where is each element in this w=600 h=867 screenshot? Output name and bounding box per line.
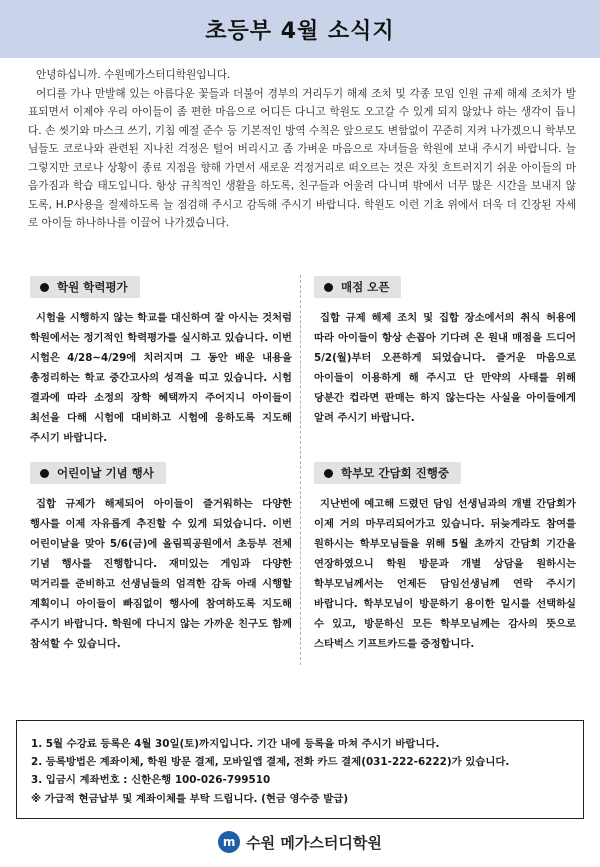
bullet-icon: [324, 469, 333, 478]
footer-logo: [0, 826, 600, 858]
info-line-1: 1. 5월 수강료 등록은 4월 30일(토)까지입니다. 기간 내에 등록을 마쳐 주시기 바랍니다.: [31, 738, 440, 750]
section-store-open: [314, 276, 576, 428]
section-heading: [314, 276, 401, 298]
section-heading: [30, 462, 166, 484]
section-heading-text: 학부모 간담회 진행중: [341, 466, 449, 480]
section-body-text: 집합 규제 해제 조치 및 집합 장소에서의 취식 허용에 따라 아이들이 항상 손꼽아 기다려 온 원내 매점을 드디어 5/2(월)부터 오픈하게 되었습니다. 즐거운 마음으로 아이들이 이용하게 해 주시고 단 만약의 사태를 위해 당분간 컵라면 판매는 하지 않는다는 사실을 아이들에게 알려 주시기 바랍니다.: [314, 312, 576, 424]
info-line-3: 3. 입금시 계좌번호 : 신한은행 100-026-799510: [31, 774, 271, 787]
section-body: [30, 308, 292, 448]
section-childrens-day: [30, 462, 292, 654]
bullet-icon: [40, 283, 49, 292]
logo-text: 수원 메가스터디학원: [246, 833, 382, 852]
page-title: 초등부 4월 소식지: [205, 18, 395, 44]
section-parent-meeting: [314, 462, 576, 654]
intro-body: 어디를 가나 만발해 있는 아름다운 꽃들과 더불어 경부의 거리두기 해제 조치 및 각종 모임 인원 규제 해제 조치가 발표되면서 이제야 우리 아이들이 좀 편한 마음으로 어디든 다니고 학원도 오고갈 수 있게 되지 않았나 하는 생각이 듭니다. 손 씻기와 마스크 쓰기, 기침 예절 준수 등 기본적인 방역 수칙은 앞으로도 변함없이 꾸준히 지켜 나가겠으니 학부모님들도 코로나와 관련된 지나친 걱정은 털어 버리시고 좀 가벼운 마음으로 자녀들을 학원에 보내 주시기 바랍니다. 늘 그렇지만 코로나 상황이 종료 지점을 향해 가면서 새로운 걱정거리로 떠오르는 것은 자칫 흐트러지기 쉬운 아이들의 마음가짐과 학습 태도입니다. 항상 규칙적인 생활을 하도록, 친구들과 어울려 다니며 밖에서 너무 많은 시간을 보내지 않도록, H.P사용을 절제하도록 늘 점검해 주시고 감독해 주시기 바랍니다. 학원도 이런 기초 위에서 더욱 더 긴장된 자세로 아이들 하나하나를 이끌어 나가겠습니다.: [28, 87, 576, 229]
section-body-text: 지난번에 예고해 드렸던 담임 선생님과의 개별 간담회가 이제 거의 마무리되어가고 있습니다. 뒤늦게라도 참여를 원하시는 학부모님들을 위해 5월 초까지 간담회 기간을 연장하였으니 학원 방문과 개별 상담을 원하시는 학부모님께서는 언제든 담임선생님께 연락 주시기 바랍니다. 학부모님이 방문하기 용이한 일시를 선택하실 수 있고, 방문하신 모든 학부모님께는 감사의 뜻으로 스타벅스 기프트카드를 증정합니다.: [314, 498, 576, 650]
section-heading: [314, 462, 461, 484]
section-academic-test: [30, 276, 292, 448]
bullet-icon: [324, 283, 333, 292]
m-circle-icon: m: [218, 831, 240, 853]
registration-info-box: [16, 720, 584, 819]
section-heading: [30, 276, 140, 298]
section-body: [30, 494, 292, 654]
section-heading-text: 어린이날 기념 행사: [57, 466, 154, 480]
section-heading-text: 매점 오픈: [341, 280, 390, 294]
intro-greeting: 안녕하십니까. 수원메가스터디학원입니다.: [36, 69, 231, 81]
section-body: [314, 308, 576, 428]
section-body: [314, 494, 576, 654]
info-line-note: ※ 가급적 현금납부 및 계좌이체를 부탁 드립니다. (현금 영수증 발급): [31, 792, 349, 805]
section-heading-text: 학원 학력평가: [57, 280, 128, 294]
title-bar: [0, 0, 600, 58]
column-divider: [300, 275, 301, 665]
intro-text: [28, 66, 576, 233]
section-body-text: 집합 규제가 해제되어 아이들이 즐거워하는 다양한 행사를 이제 자유롭게 추진할 수 있게 되었습니다. 이번 어린이날을 맞아 5/6(금)에 올림픽공원에서 초등부 전체 기념 행사를 진행합니다. 재미있는 게임과 다양한 먹거리를 준비하고 선생님들의 엄격한 감독 아래 시행할 계획이니 아이들이 빠짐없이 행사에 참여하도록 지도해 주시기 바랍니다. 학원에 다니지 않는 가까운 친구도 함께 참석할 수 있습니다.: [30, 498, 292, 650]
section-body-text: 시험을 시행하지 않는 학교를 대신하여 잘 아시는 것처럼 학원에서는 정기적인 학력평가를 실시하고 있습니다. 이번 시험은 4/28~4/29에 치러지며 그 동안 배운 내용을 총정리하는 학교 중간고사의 성격을 띠고 있습니다. 시험 결과에 따라 소정의 장학 혜택까지 주어지니 아이들이 최선을 다해 시험에 대비하고 시험에 응하도록 지도해 주시기 바랍니다.: [30, 312, 292, 444]
bullet-icon: [40, 469, 49, 478]
info-line-2: 2. 등록방법은 계좌이체, 학원 방문 결제, 모바일앱 결제, 전화 카드 결제(031-222-6222)가 있습니다.: [31, 756, 510, 769]
